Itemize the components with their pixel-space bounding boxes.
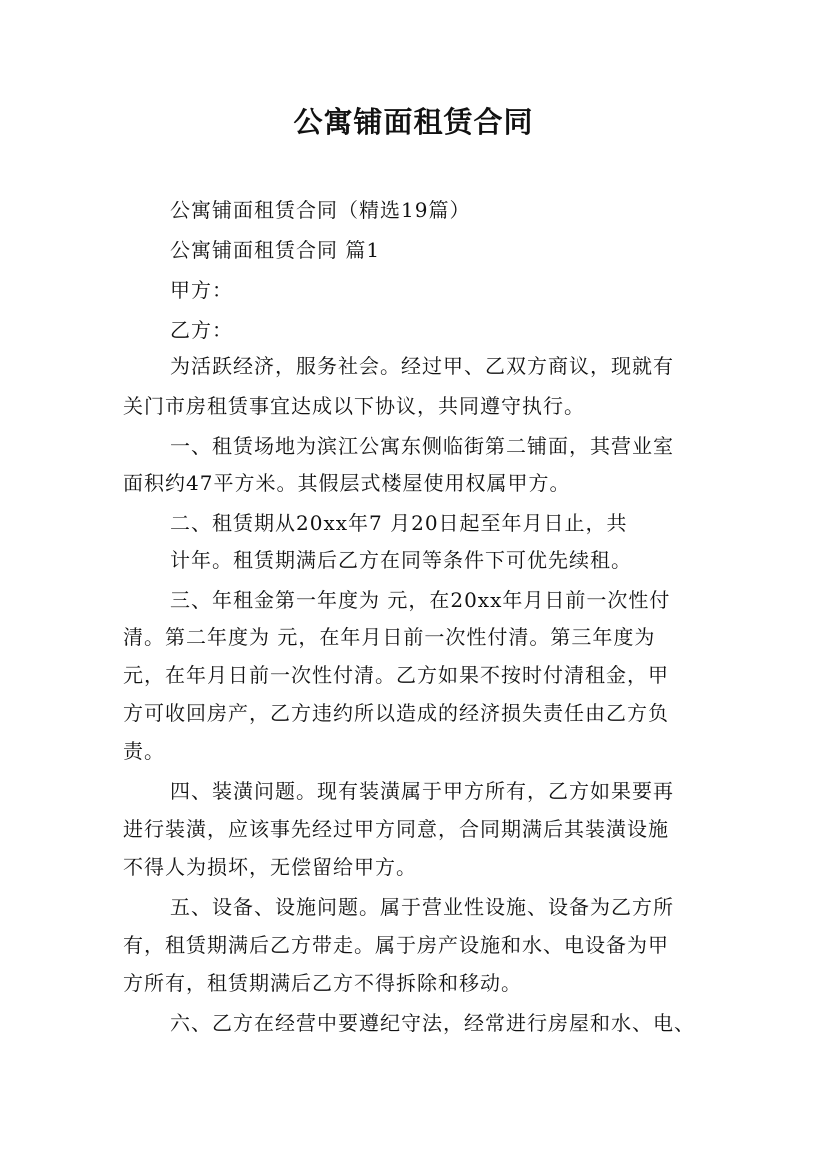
clause-3-line-2: 清。第二年度为 元，在年月日前一次性付清。第三年度为 <box>123 625 656 649</box>
section-heading: 公寓铺面租赁合同 篇1 <box>170 238 381 262</box>
party-b-line: 乙方： <box>170 318 233 342</box>
clause-6-line-1: 六、乙方在经营中要遵纪守法，经常进行房屋和水、电、 <box>170 1011 695 1035</box>
clause-5-line-1: 五、设备、设施问题。属于营业性设施、设备为乙方所 <box>170 895 674 919</box>
party-a-line: 甲方： <box>170 278 233 302</box>
clause-4-line-1: 四、装潢问题。现有装潢属于甲方所有，乙方如果要再 <box>170 779 674 803</box>
subtitle-line: 公寓铺面租赁合同（精选19篇） <box>170 198 471 222</box>
clause-5-line-3: 方所有，租赁期满后乙方不得拆除和移动。 <box>123 971 522 995</box>
paragraph-intro-line-1: 为活跃经济，服务社会。经过甲、乙双方商议，现就有 <box>170 354 674 378</box>
clause-5-line-2: 有，租赁期满后乙方带走。属于房产设施和水、电设备为甲 <box>123 933 669 957</box>
paragraph-intro-line-2: 关门市房租赁事宜达成以下协议，共同遵守执行。 <box>123 394 585 418</box>
clause-3-line-3: 元，在年月日前一次性付清。乙方如果不按时付清租金，甲 <box>123 663 669 687</box>
clause-1-line-2: 面积约47平方米。其假层式楼屋使用权属甲方。 <box>123 471 571 495</box>
clause-3-line-1: 三、年租金第一年度为 元，在20xx年月日前一次性付 <box>170 588 671 612</box>
clause-2-line-2: 计年。租赁期满后乙方在同等条件下可优先续租。 <box>170 548 632 572</box>
clause-4-line-2: 进行装潢，应该事先经过甲方同意，合同期满后其装潢设施 <box>123 817 669 841</box>
clause-2-line-1: 二、租赁期从20xx年7 月20日起至年月日止，共 <box>170 511 628 535</box>
clause-3-line-4: 方可收回房产，乙方违约所以造成的经济损失责任由乙方负 <box>123 701 669 725</box>
clause-4-line-3: 不得人为损坏，无偿留给甲方。 <box>123 855 417 879</box>
clause-1-line-1: 一、租赁场地为滨江公寓东侧临街第二铺面，其营业室 <box>170 434 674 458</box>
clause-3-line-5: 责。 <box>123 739 165 763</box>
document-title: 公寓铺面租赁合同 <box>293 105 534 139</box>
